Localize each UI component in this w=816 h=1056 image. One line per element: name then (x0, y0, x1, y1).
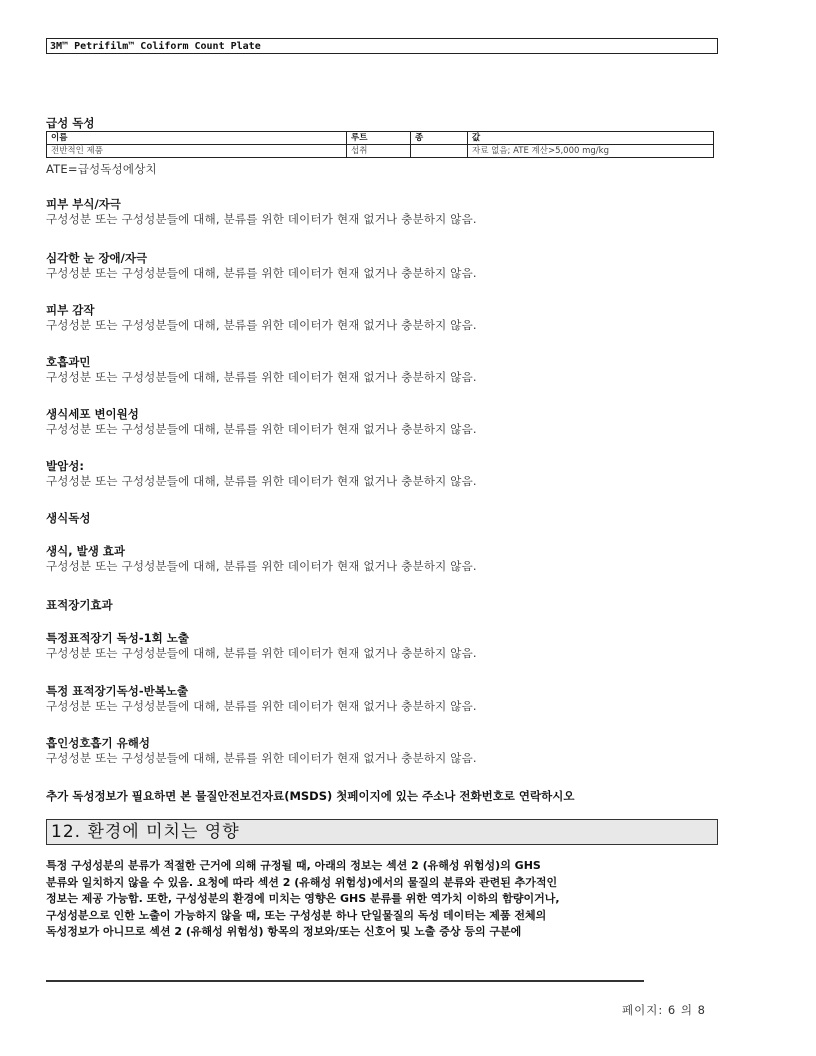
section-title: 호흡과민 (46, 355, 91, 369)
section-12-paragraph (46, 858, 718, 941)
product-title: 3M™ Petrifilm™ Coliform Count Plate (50, 41, 261, 52)
paragraph-line: 특정 구성성분의 분류가 적절한 근거에 의해 규정될 때, 아래의 정보는 섹션 2 (유해성 위험성)의 GHS (46, 859, 541, 872)
acute-toxicity-table (46, 131, 714, 158)
section-text: 구성성분 또는 구성성분들에 대해, 분류를 위한 데이터가 현재 없거나 충분하지 않음. (46, 266, 477, 280)
section-text: 구성성분 또는 구성성분들에 대해, 분류를 위한 데이터가 현재 없거나 충분하지 않음. (46, 559, 477, 573)
section-text: 구성성분 또는 구성성분들에 대해, 분류를 위한 데이터가 현재 없거나 충분하지 않음. (46, 699, 477, 713)
acute-toxicity-title: 급성 독성 (46, 116, 95, 130)
section-title: 심각한 눈 장애/자극 (46, 251, 148, 265)
column-route: 루트 (347, 132, 411, 145)
document-header (46, 38, 718, 54)
section-text: 구성성분 또는 구성성분들에 대해, 분류를 위한 데이터가 현재 없거나 충분하지 않음. (46, 212, 477, 226)
footer-divider (46, 980, 644, 982)
section-text: 구성성분 또는 구성성분들에 대해, 분류를 위한 데이터가 현재 없거나 충분하지 않음. (46, 422, 477, 436)
section-title: 특정 표적장기독성-반복노출 (46, 684, 189, 698)
section-title: 생식독성 (46, 511, 91, 525)
section-title: 생식, 발생 효과 (46, 544, 126, 558)
section-12-title: 12. 환경에 미치는 영향 (51, 822, 240, 842)
section-text: 구성성분 또는 구성성분들에 대해, 분류를 위한 데이터가 현재 없거나 충분하지 않음. (46, 751, 477, 765)
section-title: 피부 감작 (46, 303, 95, 317)
table-row (47, 145, 714, 158)
cell-species (411, 145, 468, 158)
section-title: 표적장기효과 (46, 598, 113, 612)
cell-name: 전반적인 제품 (47, 145, 347, 158)
section-12-heading (46, 819, 718, 845)
table-header-row (47, 132, 714, 145)
section-text: 구성성분 또는 구성성분들에 대해, 분류를 위한 데이터가 현재 없거나 충분하지 않음. (46, 370, 477, 384)
ate-footnote: ATE=급성독성에상치 (46, 162, 157, 176)
column-name: 이름 (47, 132, 347, 145)
column-value: 값 (468, 132, 714, 145)
paragraph-line: 구성성분으로 인한 노출이 가능하지 않을 때, 또는 구성성분 하나 단일물질의 독성 데이터는 제품 전체의 (46, 908, 547, 922)
paragraph-line: 정보는 제공 가능함. 또한, 구성성분의 환경에 미치는 영향은 GHS 분류를 위한 역가치 이하의 함량이거나, (46, 892, 560, 905)
cell-value: 자료 없음; ATE 계산>5,000 mg/kg (468, 145, 714, 158)
page-number: 페이지: 6 의 8 (622, 1003, 706, 1017)
section-title: 특정표적장기 독성-1회 노출 (46, 631, 189, 645)
section-text: 구성성분 또는 구성성분들에 대해, 분류를 위한 데이터가 현재 없거나 충분하지 않음. (46, 646, 477, 660)
cell-route: 섭취 (347, 145, 411, 158)
section-title: 생식세포 변이원성 (46, 407, 139, 421)
column-species: 종 (411, 132, 468, 145)
section-title: 흡인성호흡기 유해성 (46, 736, 150, 750)
paragraph-line: 분류와 일치하지 않을 수 있음. 요청에 따라 섹션 2 (유해성 위험성)에서의 물질의 분류와 관련된 추가적인 (46, 875, 558, 889)
section-title: 발암성: (46, 459, 84, 473)
paragraph-line: 독성정보가 아니므로 섹션 2 (유해성 위험성) 항목의 정보와/또는 신호어 및 노출 증상 등의 구분에 (46, 925, 522, 938)
section-text: 구성성분 또는 구성성분들에 대해, 분류를 위한 데이터가 현재 없거나 충분하지 않음. (46, 474, 477, 488)
section-title: 피부 부식/자극 (46, 197, 121, 211)
section-text: 구성성분 또는 구성성분들에 대해, 분류를 위한 데이터가 현재 없거나 충분하지 않음. (46, 318, 477, 332)
contact-note: 추가 독성정보가 필요하면 본 물질안전보건자료(MSDS) 첫페이지에 있는 주소나 전화번호로 연락하시오 (46, 789, 575, 803)
